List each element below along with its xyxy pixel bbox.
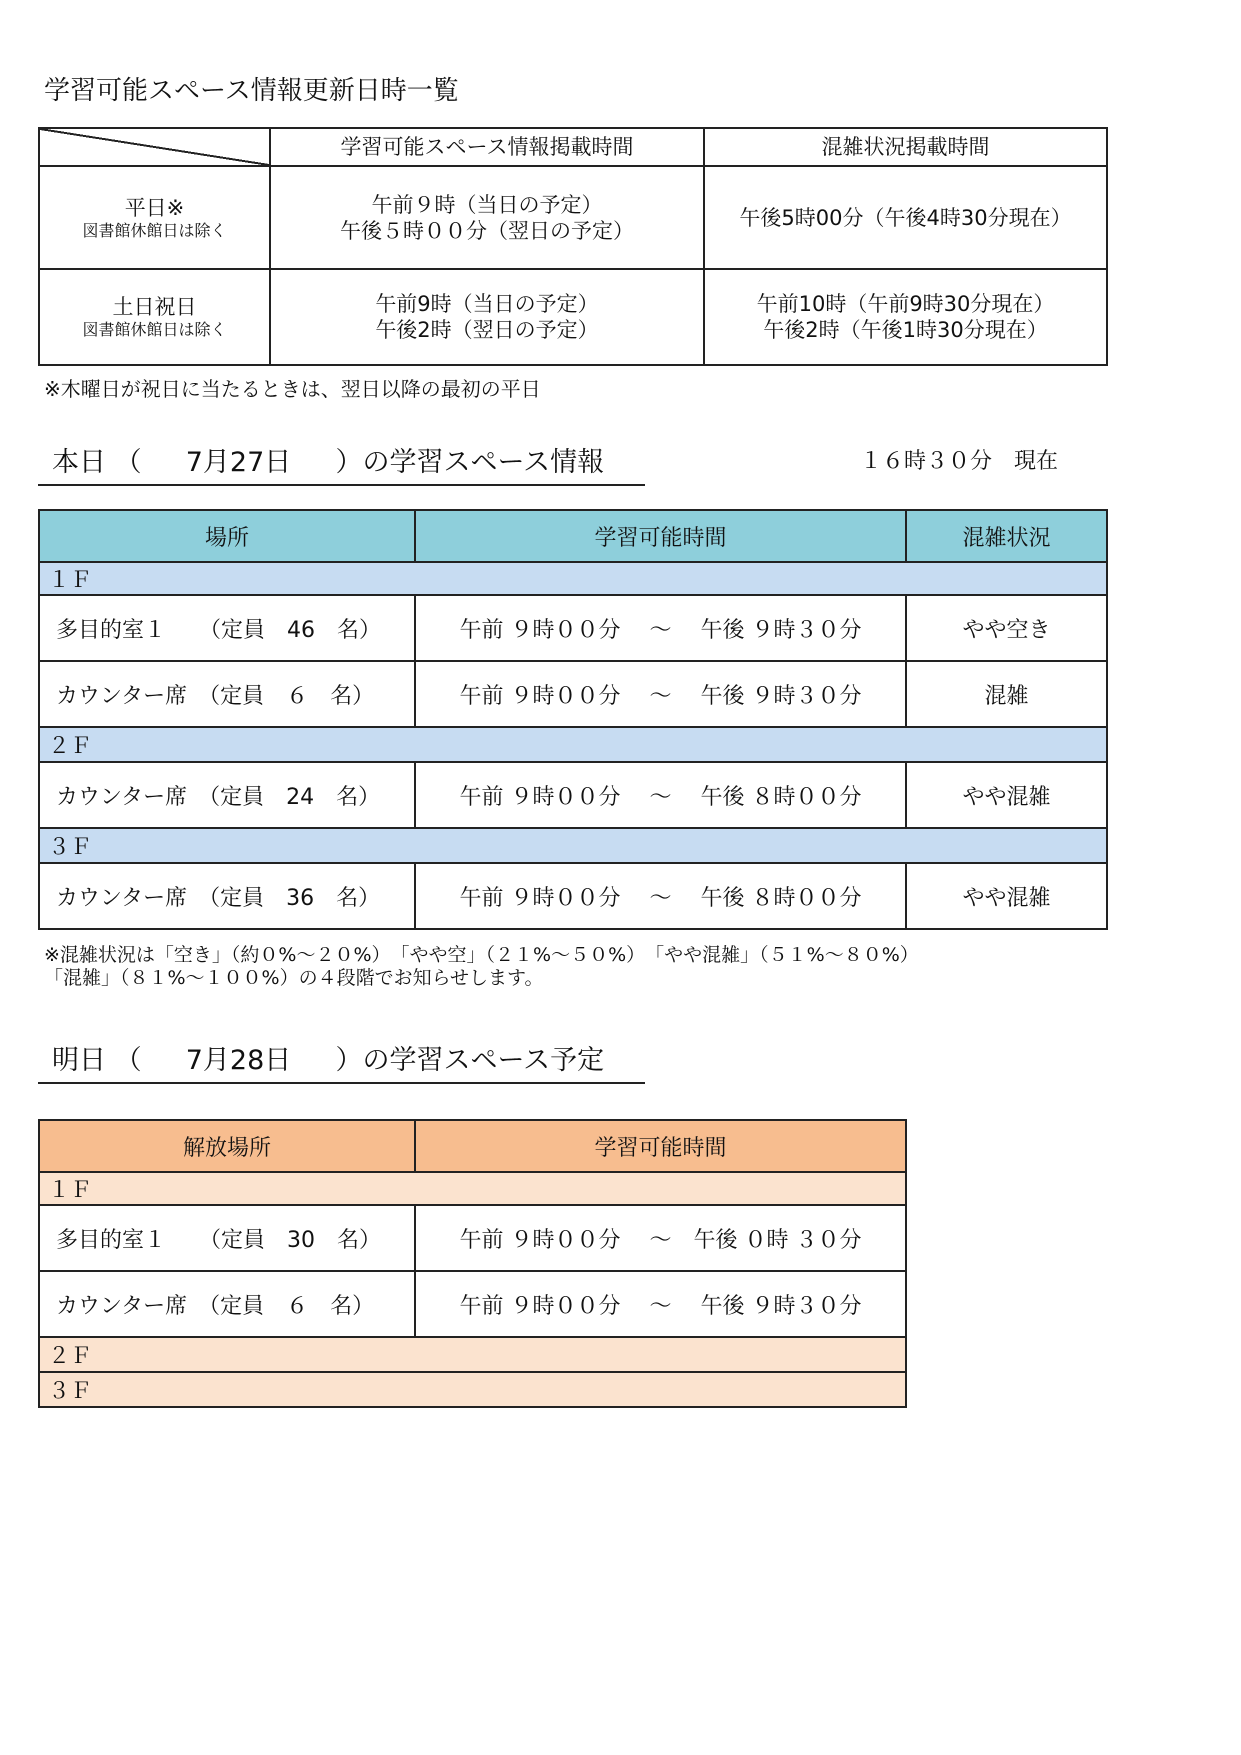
- floor-row-1f: [39, 562, 1107, 595]
- table-row-weekend: [39, 269, 1107, 365]
- floor-label: ３Ｆ: [39, 1372, 906, 1407]
- today-space-table: [38, 509, 1108, 930]
- today-heading-block: [38, 438, 645, 486]
- congestion-time-line: 午後2時（午後1時30分現在）: [763, 318, 1048, 342]
- congestion-time-line: 午後5時00分（午後4時30分現在）: [739, 205, 1072, 230]
- col-header-congestion-time: 混雑状況掲載時間: [704, 128, 1107, 166]
- space-time-line: 午前9時（当日の予定）: [375, 292, 599, 316]
- place-cell: 多目的室１ （定員 30 名）: [39, 1205, 415, 1271]
- congestion-note-line1: ※混雑状況は「空き」（約０%～２０%） 「やや空」（２１%～５０%） 「やや混雑」（５１%～８０%）: [44, 944, 919, 966]
- table-row: [39, 1205, 906, 1271]
- congestion-time-cell: [704, 166, 1107, 269]
- diagonal-corner-cell: [39, 128, 270, 166]
- place-cell: カウンター席 （定員 24 名）: [39, 762, 415, 828]
- status-cell: やや混雑: [906, 762, 1107, 828]
- update-schedule-table: [38, 127, 1108, 366]
- floor-label: １Ｆ: [39, 1172, 906, 1205]
- day-cell: [39, 166, 270, 269]
- day-label: 土日祝日: [112, 295, 197, 319]
- status-cell: やや混雑: [906, 863, 1107, 929]
- time-cell: 午前 ９時００分 ～ 午後 ０時 ３０分: [415, 1205, 906, 1271]
- floor-label: ２Ｆ: [39, 1337, 906, 1372]
- space-time-cell: [270, 166, 704, 269]
- status-cell: 混雑: [906, 661, 1107, 727]
- time-cell: 午前 ９時００分 ～ 午後 ９時３０分: [415, 1271, 906, 1337]
- table-header-row: [39, 128, 1107, 166]
- time-cell: 午前 ９時００分 ～ 午後 ８時００分: [415, 762, 906, 828]
- floor-label: ２Ｆ: [39, 727, 1107, 762]
- col-header-place: 場所: [39, 510, 415, 562]
- floor-label: ３Ｆ: [39, 828, 1107, 863]
- floor-row-3f: [39, 1372, 906, 1407]
- col-header-congestion: 混雑状況: [906, 510, 1107, 562]
- overview-footnote: ※木曜日が祝日に当たるときは、翌日以降の最初の平日: [44, 377, 541, 401]
- table-row: [39, 661, 1107, 727]
- col-header-available-time: 学習可能時間: [415, 510, 906, 562]
- table-row: [39, 595, 1107, 661]
- floor-row-1f: [39, 1172, 906, 1205]
- congestion-time-cell: [704, 269, 1107, 365]
- overview-title: 学習可能スペース情報更新日時一覧: [44, 76, 459, 106]
- place-cell: 多目的室１ （定員 46 名）: [39, 595, 415, 661]
- tomorrow-heading-block: [38, 1036, 645, 1084]
- status-cell: やや空き: [906, 595, 1107, 661]
- space-time-cell: [270, 269, 704, 365]
- col-header-open-place: 解放場所: [39, 1120, 415, 1172]
- current-time: １６時３０分 現在: [860, 449, 1059, 474]
- col-header-available-time: 学習可能時間: [415, 1120, 906, 1172]
- table-row: [39, 1271, 906, 1337]
- place-cell: カウンター席 （定員 ６ 名）: [39, 661, 415, 727]
- table-row: [39, 762, 1107, 828]
- tomorrow-heading: 明日 （ 7月28日 ）の学習スペース予定: [52, 1045, 605, 1076]
- space-time-line: 午前９時（当日の予定）: [371, 192, 603, 217]
- congestion-time-line: 午前10時（午前9時30分現在）: [756, 292, 1055, 316]
- table-row: [39, 863, 1107, 929]
- floor-label: １Ｆ: [39, 562, 1107, 595]
- time-cell: 午前 ９時００分 ～ 午後 ９時３０分: [415, 661, 906, 727]
- table-header-row: [39, 510, 1107, 562]
- table-header-row: [39, 1120, 906, 1172]
- today-heading: 本日 （ 7月27日 ）の学習スペース情報: [52, 447, 605, 478]
- floor-row-3f: [39, 828, 1107, 863]
- tomorrow-space-table: [38, 1119, 907, 1408]
- congestion-note-line2: 「混雑」（８１%～１００%）の４段階でお知らせします。: [44, 967, 544, 989]
- day-note: 図書館休館日は除く: [82, 320, 227, 339]
- space-time-line: 午後５時００分（翌日の予定）: [340, 218, 634, 243]
- col-header-space-time: 学習可能スペース情報掲載時間: [270, 128, 704, 166]
- place-cell: カウンター席 （定員 ６ 名）: [39, 1271, 415, 1337]
- place-cell: カウンター席 （定員 36 名）: [39, 863, 415, 929]
- space-time-line: 午後2時（翌日の予定）: [375, 318, 599, 342]
- time-cell: 午前 ９時００分 ～ 午後 ９時３０分: [415, 595, 906, 661]
- time-cell: 午前 ９時００分 ～ 午後 ８時００分: [415, 863, 906, 929]
- day-label: 平日※: [124, 195, 185, 220]
- floor-row-2f: [39, 1337, 906, 1372]
- table-row-weekday: [39, 166, 1107, 269]
- floor-row-2f: [39, 727, 1107, 762]
- day-note: 図書館休館日は除く: [82, 220, 227, 240]
- day-cell: [39, 269, 270, 365]
